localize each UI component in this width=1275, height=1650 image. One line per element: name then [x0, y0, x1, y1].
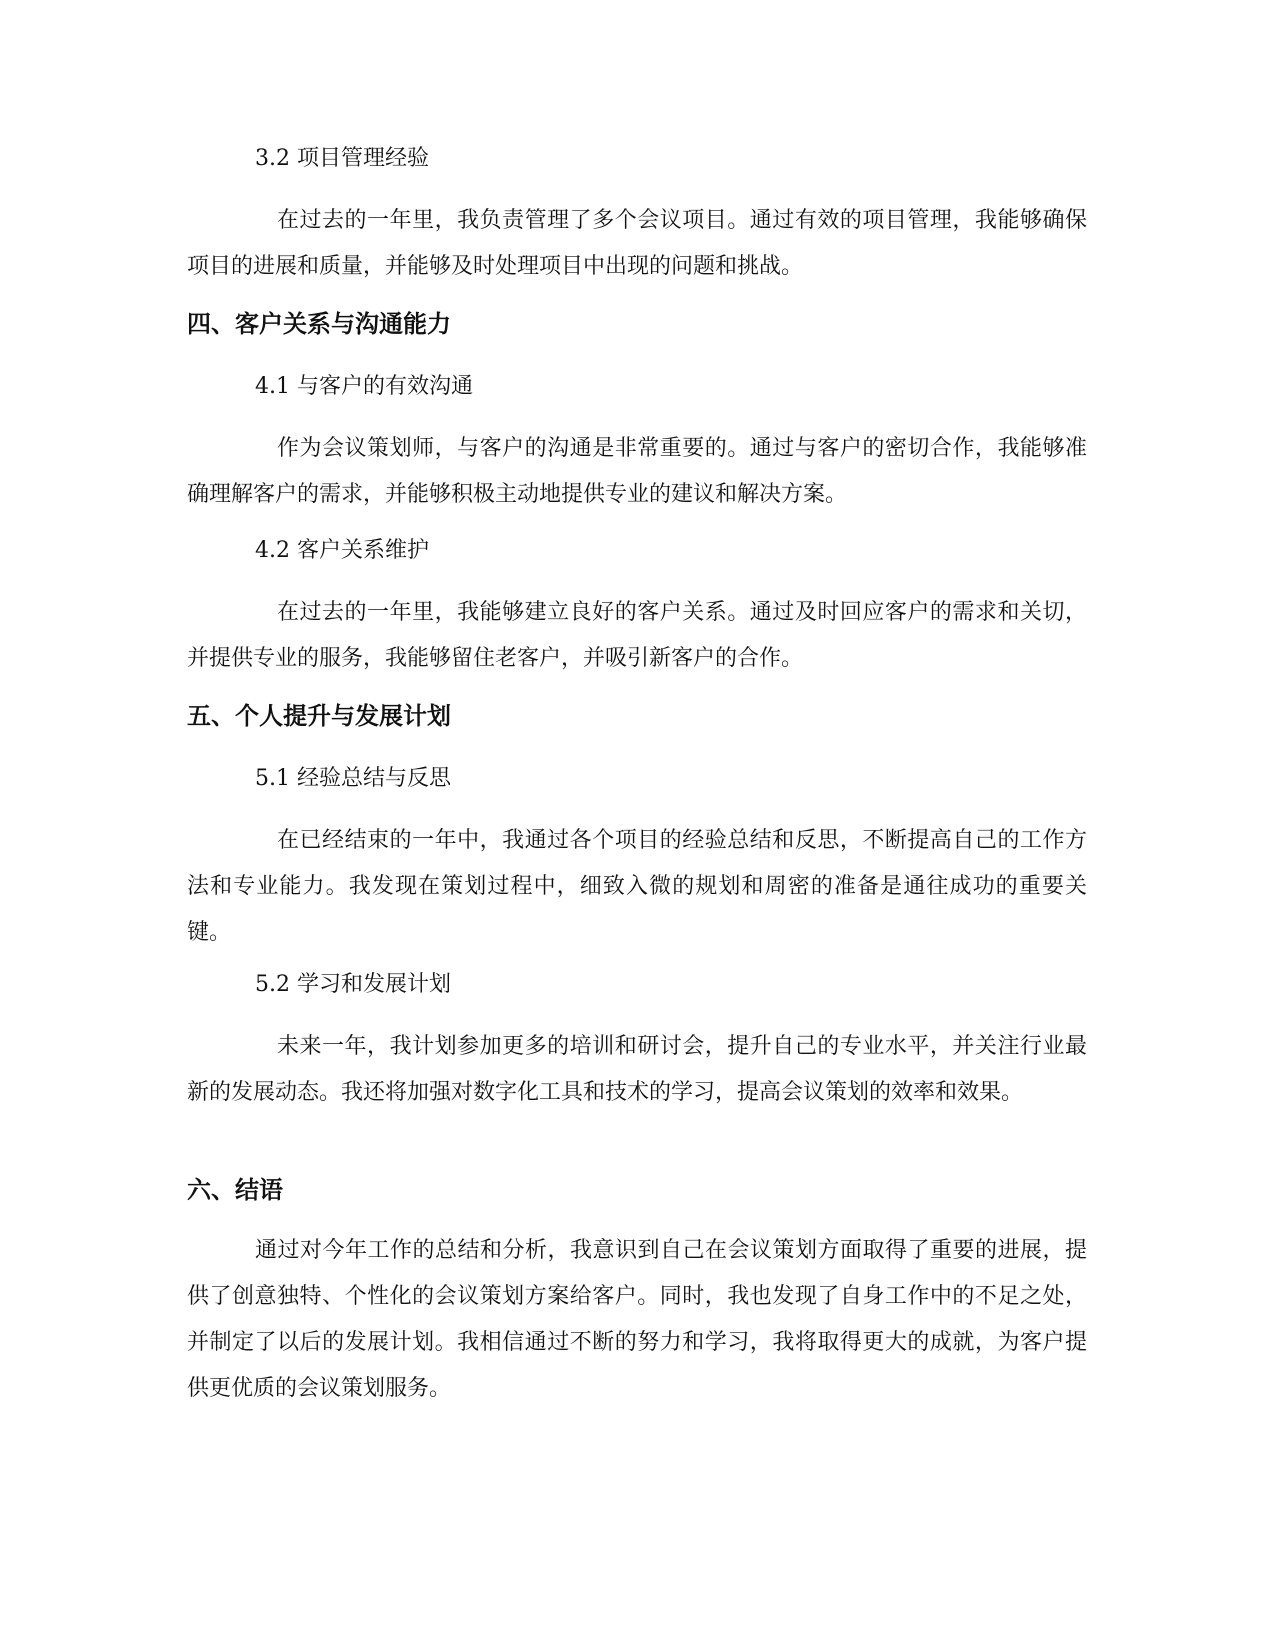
- paragraph-5-1: 在已经结束的一年中，我通过各个项目的经验总结和反思，不断提高自己的工作方法和专业能力。我发现在策划过程中，细致入微的规划和周密的准备是通往成功的重要关键。: [187, 828, 1087, 945]
- section-heading-4: 四、客户关系与沟通能力: [187, 310, 451, 338]
- subsection-title-4-2: 4.2 客户关系维护: [255, 538, 429, 563]
- subsection-title-5-2: 5.2 学习和发展计划: [255, 972, 451, 997]
- section-heading-5: 五、个人提升与发展计划: [187, 702, 451, 730]
- paragraph-4-1: 作为会议策划师，与客户的沟通是非常重要的。通过与客户的密切合作，我能够准确理解客户的需求，并能够积极主动地提供专业的建议和解决方案。: [187, 436, 1087, 507]
- paragraph-4-2: 在过去的一年里，我能够建立良好的客户关系。通过及时回应客户的需求和关切，并提供专业的服务，我能够留住老客户，并吸引新客户的合作。: [187, 600, 1087, 671]
- paragraph-conclusion: 通过对今年工作的总结和分析，我意识到自己在会议策划方面取得了重要的进展，提供了创意独特、个性化的会议策划方案给客户。同时，我也发现了自身工作中的不足之处，并制定了以后的发展计划。我相信通过不断的努力和学习，我将取得更大的成就，为客户提供更优质的会议策划服务。: [187, 1238, 1087, 1401]
- section-heading-6: 六、结语: [187, 1176, 283, 1204]
- subsection-title-5-1: 5.1 经验总结与反思: [255, 766, 451, 791]
- subsection-title-3-2: 3.2 项目管理经验: [255, 146, 429, 171]
- subsection-title-4-1: 4.1 与客户的有效沟通: [255, 374, 473, 399]
- paragraph-5-2: 未来一年，我计划参加更多的培训和研讨会，提升自己的专业水平，并关注行业最新的发展动态。我还将加强对数字化工具和技术的学习，提高会议策划的效率和效果。: [187, 1034, 1087, 1105]
- paragraph-3-2: 在过去的一年里，我负责管理了多个会议项目。通过有效的项目管理，我能够确保项目的进展和质量，并能够及时处理项目中出现的问题和挑战。: [187, 208, 1087, 279]
